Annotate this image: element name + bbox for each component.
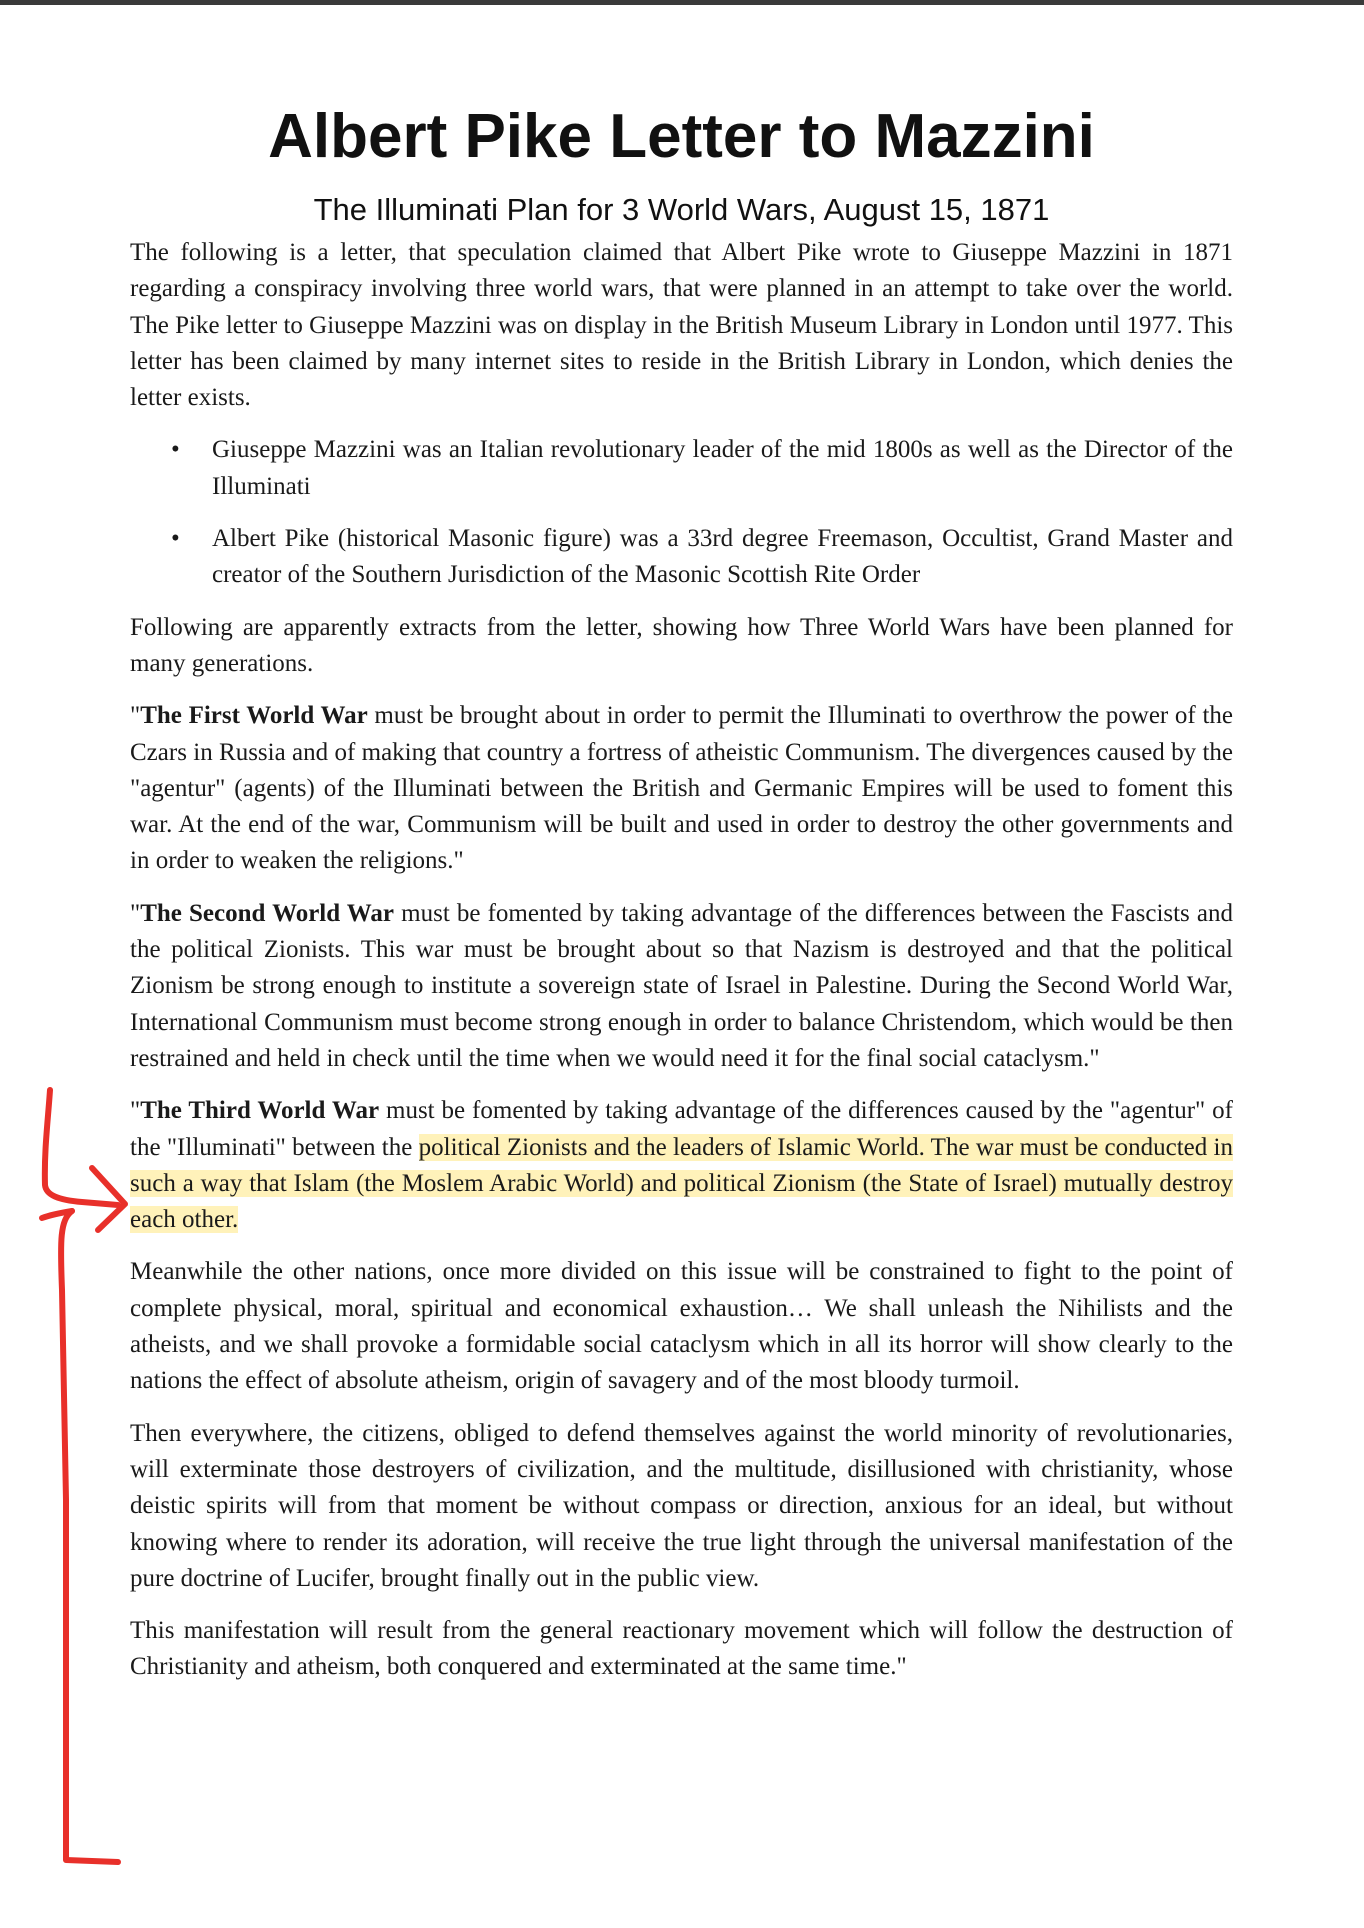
meanwhile-paragraph: Meanwhile the other nations, once more divided on this issue will be constrained to fight to the point of complete physical, moral, spiritual and economical exhaustion… We shall unleash the Nihilists and the atheists, and we shall provoke a formidable social cataclysm which in all its horror will show clearly to the nations the effect of absolute atheism, origin of savagery and of the most bloody turmoil.	[130, 1258, 1233, 1395]
third-world-war-text: must be fomented by taking advantage of the differences caused by the "agentur" of the "Illuminati" between the	[130, 1097, 1233, 1161]
first-world-war-text: must be brought about in order to permit the Illuminati to overthrow the power of the Czars in Russia and of making that country a fortress of atheistic Communism. The divergences caused by the "agentur" (agents) of the Illuminati between the British and Germanic Empires will be used to foment this war. At the end of the war, Communism will be built and used in order to destroy the other governments and in order to weaken the religions."	[130, 702, 1233, 875]
highlighted-text: political Zionists and the leaders of Islamic World. The war must be conducted in such a way that Islam (the Moslem Arabic World) and political Zionism (the State of Israel) mutually destroy each other.	[130, 1133, 1233, 1234]
first-world-war-paragraph	[130, 698, 1233, 879]
intro-paragraph: The following is a letter, that speculation claimed that Albert Pike wrote to Giuseppe Mazzini in 1871 regarding a conspiracy involving three world wars, that were planned in an attempt to take over the world. The Pike letter to Giuseppe Mazzini was on display in the British Museum Library in London until 1977. This letter has been claimed by many internet sites to reside in the British Library in London, which denies the letter exists.	[130, 239, 1233, 412]
bullet-icon: •	[171, 436, 180, 464]
second-world-war-text: must be fomented by taking advantage of the differences between the Fascists and the political Zionists. This war must be brought about so that Nazism is destroyed and that the political Zionism be strong enough to institute a sovereign state of Israel in Palestine. During the Second World War, International Communism must become strong enough in order to balance Christendom, which would be then restrained and held in check until the time when we would need it for the final social cataclysm."	[130, 899, 1234, 1072]
red-bracket-line	[61, 1211, 118, 1862]
list-item-text: Albert Pike (historical Masonic figure) was a 33rd degree Freemason, Occultist, Grand Master and creator of the Southern Jurisdiction of the Masonic Scottish Rite Order	[212, 525, 1233, 589]
red-bracket-line	[45, 1090, 118, 1205]
open-quote: "	[130, 899, 141, 927]
list-item	[171, 432, 1233, 505]
following-paragraph: Following are apparently extracts from the letter, showing how Three World Wars have been planned for many generations.	[130, 613, 1233, 677]
page-title: Albert Pike Letter to Mazzini	[268, 102, 1095, 171]
third-world-war-paragraph	[130, 1093, 1233, 1238]
then-paragraph: Then everywhere, the citizens, obliged to defend themselves against the world minority of revolutionaries, will exterminate those destroyers of civilization, and the multitude, disillusioned with christianity, whose deistic spirits will from that moment be without compass or direction, anxious for an ideal, but without knowing where to render its adoration, will receive the true light through the universal manifestation of the pure doctrine of Lucifer, brought finally out in the public view.	[130, 1419, 1233, 1592]
page-subtitle: The Illuminati Plan for 3 World Wars, August 15, 1871	[313, 192, 1050, 227]
list-item-text: Giuseppe Mazzini was an Italian revolutionary leader of the mid 1800s as well as the Director of the Illuminati	[212, 436, 1233, 500]
bullet-list	[130, 432, 1233, 593]
bullet-icon: •	[171, 525, 180, 553]
red-bracket-line	[42, 1211, 72, 1218]
list-item	[171, 521, 1233, 594]
manifestation-paragraph: This manifestation will result from the general reactionary movement which will follow the destruction of Christianity and atheism, both conquered and exterminated at the same time."	[130, 1617, 1233, 1681]
third-world-war-heading: The Third World War	[140, 1097, 380, 1125]
open-quote: "	[130, 1097, 141, 1125]
document-page	[130, 92, 1233, 1702]
second-world-war-paragraph	[130, 896, 1233, 1077]
second-world-war-heading: The Second World War	[140, 899, 395, 927]
red-arrow-icon	[92, 1168, 125, 1230]
window-top-border	[0, 0, 1364, 5]
open-quote: "	[130, 702, 141, 730]
first-world-war-heading: The First World War	[140, 702, 368, 730]
